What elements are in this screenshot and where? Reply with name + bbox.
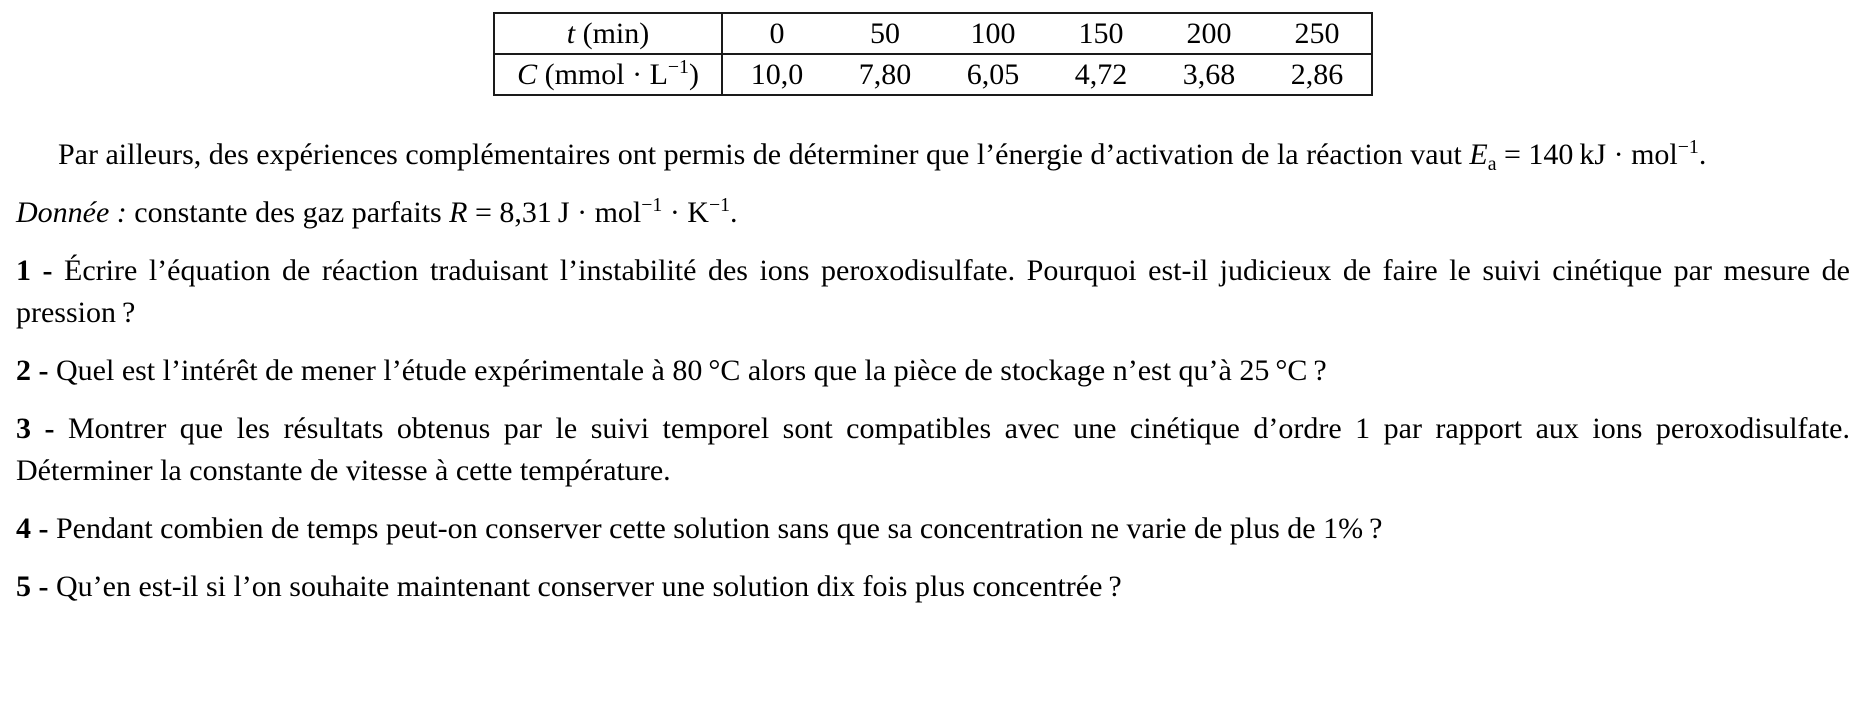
unit-text: ) xyxy=(688,57,699,91)
table-cell: 100 xyxy=(939,13,1047,54)
table-cell: 200 xyxy=(1155,13,1263,54)
math-superscript: −1 xyxy=(708,194,731,217)
paragraph-text: constante des gaz parfaits xyxy=(126,196,450,229)
question-number: 1 - xyxy=(16,254,53,287)
question-number: 2 - xyxy=(16,354,49,387)
question-text: Quel est l’intérêt de mener l’étude expérimentale à 80 °C alors que la pièce de stockage n’est qu’à 25 °C ? xyxy=(48,354,1327,387)
row-header-time xyxy=(494,13,722,54)
table-cell: 6,05 xyxy=(966,57,1020,91)
question-text: Qu’en est-il si l’on souhaite maintenant conserver une solution dix fois plus concentrée ? xyxy=(48,570,1122,603)
math-subscript: a xyxy=(1487,152,1497,175)
question-3 xyxy=(16,408,1850,492)
math-symbol-R: R xyxy=(449,196,468,229)
question-1 xyxy=(16,250,1850,334)
question-number: 4 - xyxy=(16,512,49,545)
math-symbol-C: C xyxy=(517,57,538,91)
table-cell: 3,68 xyxy=(1182,57,1236,91)
question-number: 3 - xyxy=(16,412,55,445)
paragraph-text: . xyxy=(1698,138,1707,171)
paragraph-text: = 140 kJ · mol xyxy=(1496,138,1678,171)
table-cell: 7,80 xyxy=(858,57,912,91)
math-superscript: −1 xyxy=(641,194,663,217)
table-row-time xyxy=(494,13,1372,54)
paragraph-text: . xyxy=(730,196,738,229)
paragraph-activation-energy xyxy=(16,134,1850,176)
question-text: Montrer que les résultats obtenus par le suivi temporel sont compatibles avec une cinétique d’ordre 1 par rapport aux ions peroxodisulfate. Déterminer la constante de vitesse à cette température. xyxy=(16,412,1850,487)
math-superscript: −1 xyxy=(1677,136,1699,159)
unit-superscript: −1 xyxy=(667,55,689,78)
paragraph-text: Par ailleurs, des expériences complémentaires ont permis de déterminer que l’énergie d’activation de la réaction vaut xyxy=(58,138,1470,171)
table-row-concentration xyxy=(494,54,1372,95)
unit-text: (min) xyxy=(575,16,650,50)
table-cell: 0 xyxy=(722,13,831,54)
math-symbol-Ea: E xyxy=(1469,138,1488,171)
donnee-label: Donnée : xyxy=(16,196,127,229)
table-cell: 2,86 xyxy=(1290,57,1344,91)
table-cell: 4,72 xyxy=(1074,57,1128,91)
question-4 xyxy=(16,508,1850,550)
table-cell: 150 xyxy=(1047,13,1155,54)
paragraph-text: · K xyxy=(662,196,709,229)
question-2 xyxy=(16,350,1850,392)
question-number: 5 - xyxy=(16,570,49,603)
math-symbol-t: t xyxy=(566,16,576,50)
table-cell: 10,0 xyxy=(750,57,804,91)
paragraph-donnee xyxy=(16,192,1850,234)
kinetics-data-table xyxy=(493,12,1373,96)
paragraph-text: = 8,31 J · mol xyxy=(467,196,642,229)
question-text: Pendant combien de temps peut-on conserver cette solution sans que sa concentration ne varie de plus de 1% ? xyxy=(48,512,1383,545)
row-header-concentration xyxy=(494,54,722,95)
table-cell: 50 xyxy=(831,13,939,54)
unit-text: (mmol · L xyxy=(537,57,668,91)
table-cell: 250 xyxy=(1263,13,1372,54)
question-text: Écrire l’équation de réaction traduisant l’instabilité des ions peroxodisulfate. Pourquoi est-il judicieux de faire le suivi cinétique par mesure de pression ? xyxy=(16,254,1850,329)
question-5 xyxy=(16,566,1850,608)
